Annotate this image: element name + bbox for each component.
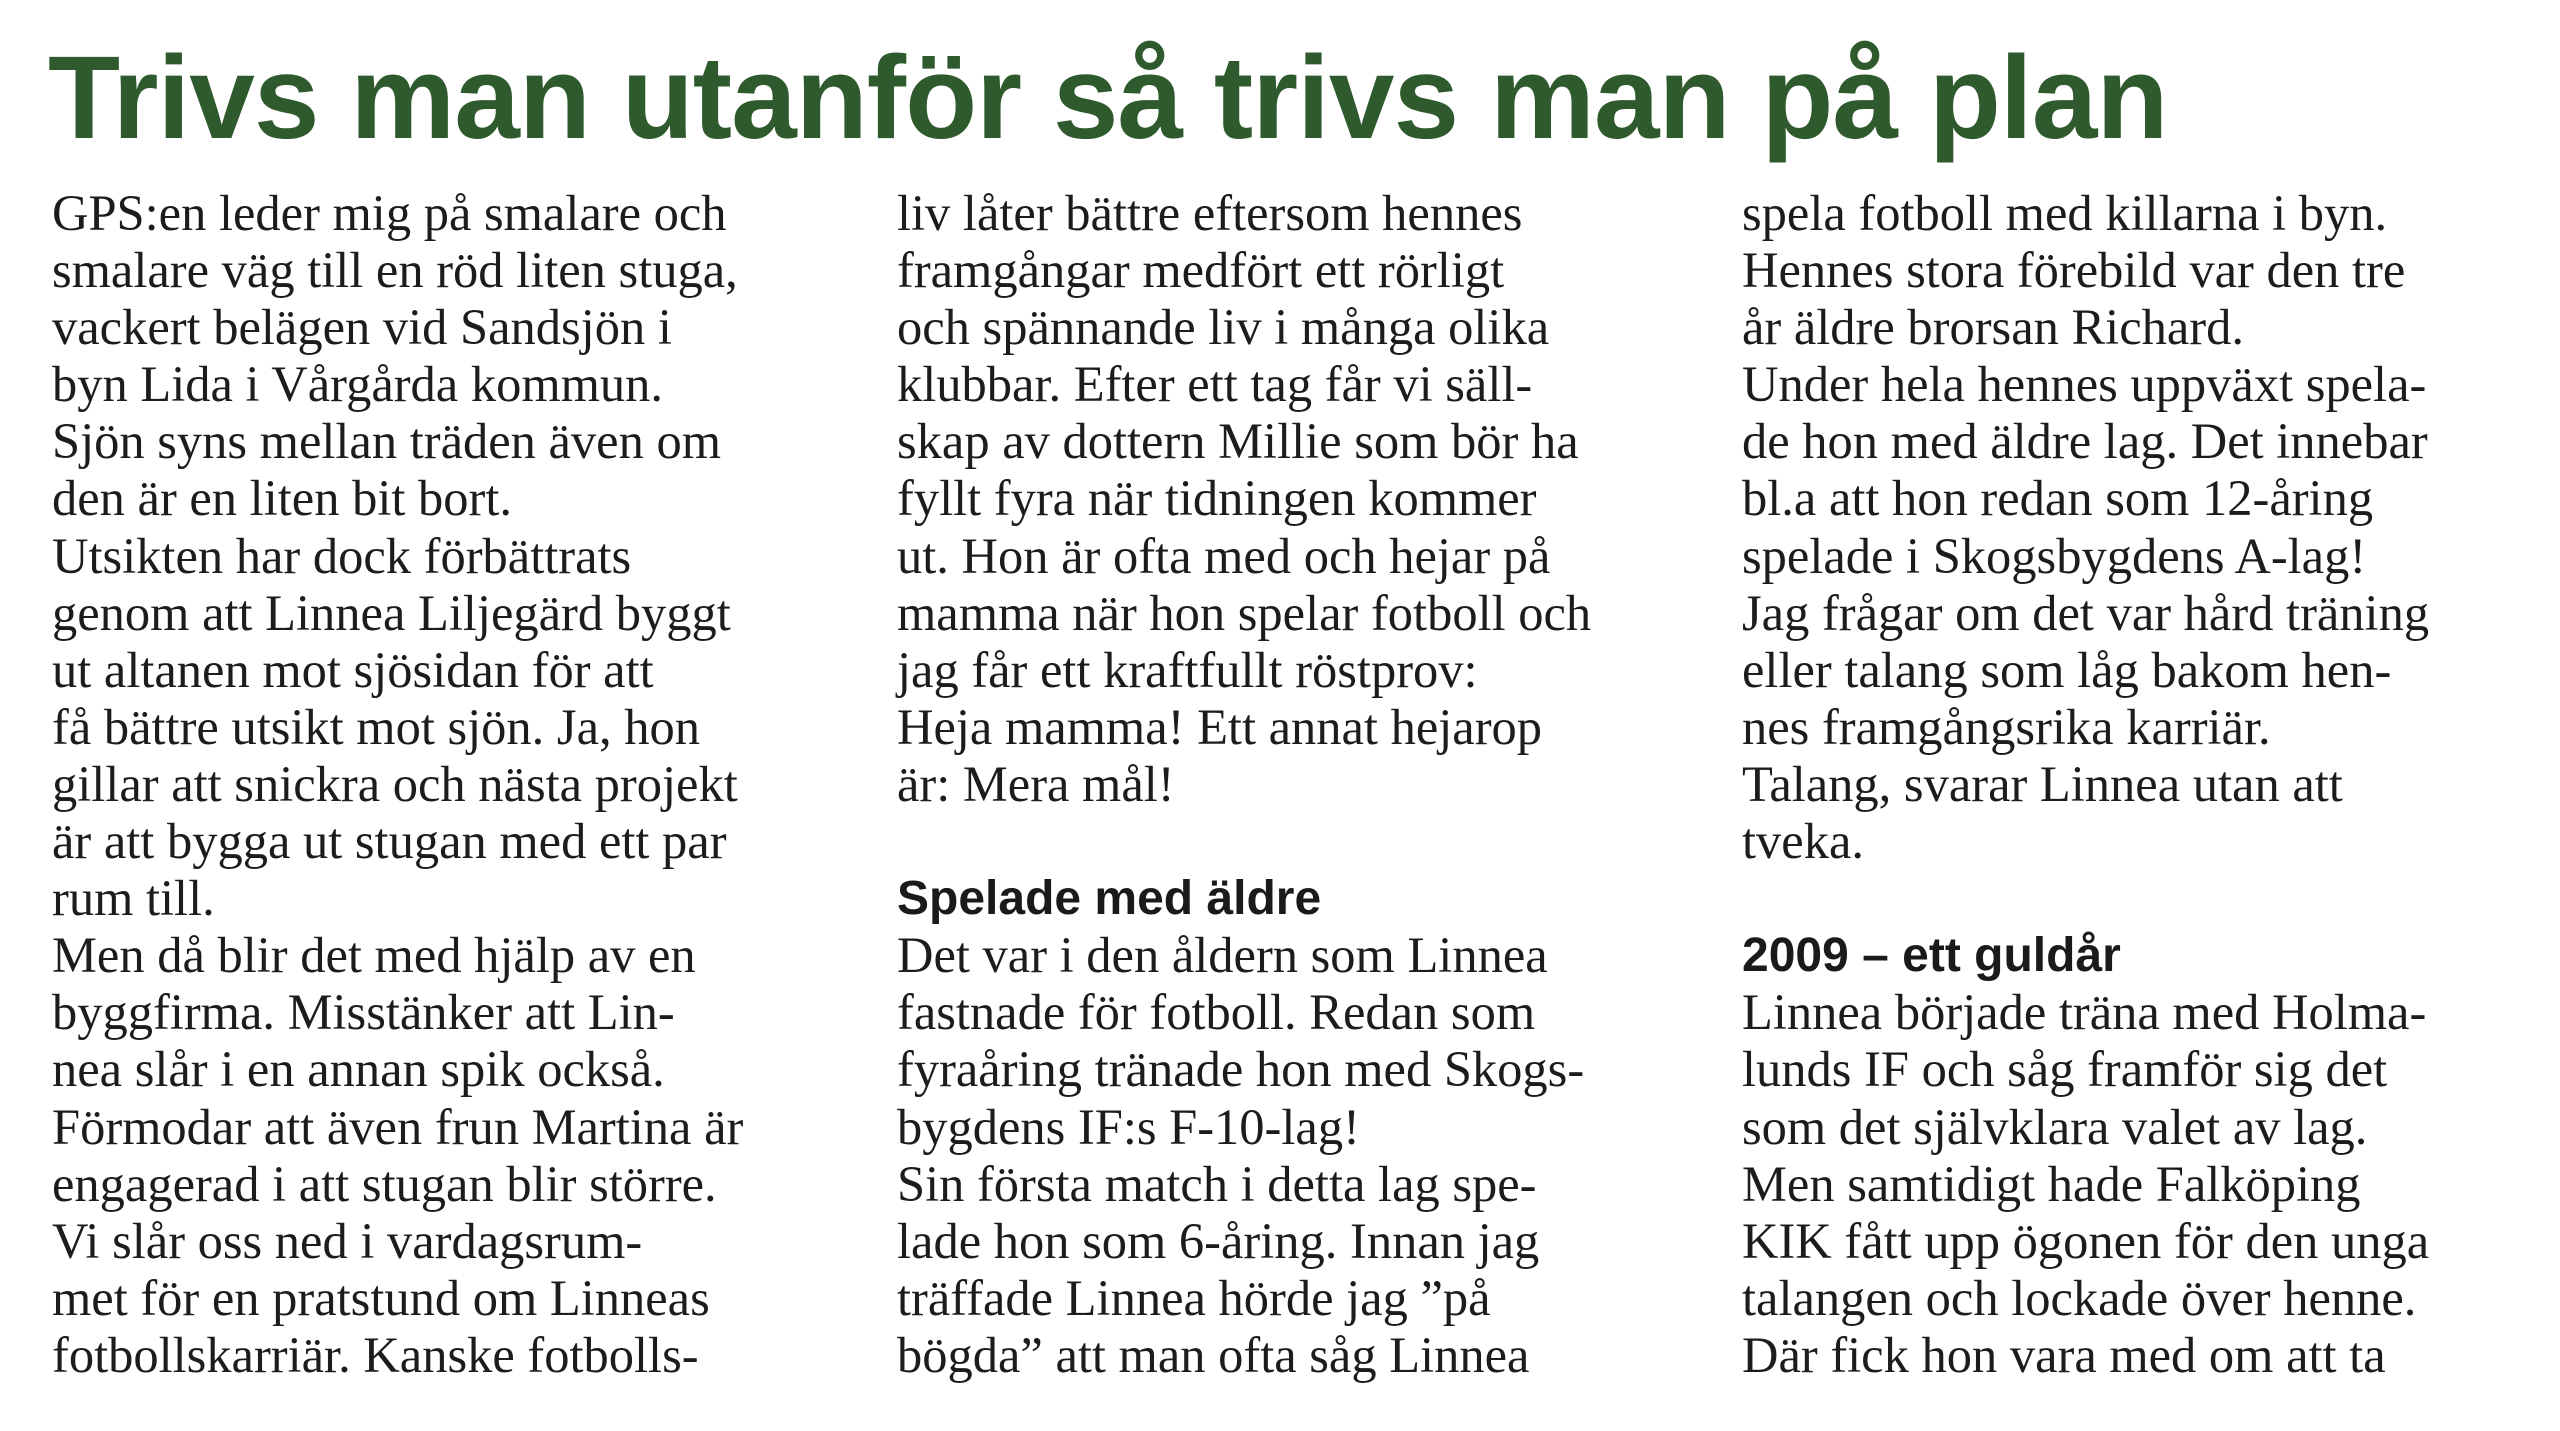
article-column-1 [52, 185, 743, 1384]
body-text-line: Det var i den åldern som Linnea [897, 927, 1548, 984]
body-text-line: eller talang som låg bakom hen- [1742, 641, 2392, 698]
body-text-line: nes framgångsrika karriär. [1742, 698, 2271, 755]
body-text-line: mamma när hon spelar fotboll och [897, 584, 1592, 641]
body-text-line: Men då blir det med hjälp av en [52, 927, 696, 984]
body-text-line: byn Lida i Vårgårda kommun. [52, 356, 664, 413]
paragraph-spacer [1742, 870, 2429, 927]
body-text-line: spela fotboll med killarna i byn. [1742, 185, 2388, 241]
body-text-line: bygdens IF:s F-10-lag! [897, 1098, 1360, 1155]
body-text-line: Hennes stora förebild var den tre [1742, 242, 2406, 299]
body-text-line: framgångar medfört ett rörligt [897, 242, 1505, 299]
body-text-line: är att bygga ut stugan med ett par [52, 813, 727, 870]
body-text-line: Linnea började träna med Holma- [1742, 984, 2427, 1041]
body-text-line: lunds IF och såg framför sig det [1742, 1041, 2388, 1098]
body-text-line: fotbollskarriär. Kanske fotbolls- [52, 1326, 699, 1383]
paragraph-spacer [897, 813, 1591, 870]
body-text-line: rum till. [52, 870, 215, 927]
article-column-3 [1742, 185, 2429, 1384]
body-text-line: är: Mera mål! [897, 755, 1175, 812]
body-text-line: KIK fått upp ögonen för den unga [1742, 1212, 2430, 1269]
body-text-line: jag får ett kraftfullt röstprov: [897, 641, 1478, 698]
body-text-line: gillar att snickra och nästa projekt [52, 755, 738, 812]
body-text-line: de hon med äldre lag. Det innebar [1742, 413, 2428, 470]
article-headline: Trivs man utanför så trivs man på plan [48, 32, 2168, 164]
body-text-line: smalare väg till en röd liten stuga, [52, 242, 738, 299]
body-text-line: talangen och lockade över henne. [1742, 1269, 2417, 1326]
body-text-line: Men samtidigt hade Falköping [1742, 1155, 2361, 1212]
section-subheading: 2009 – ett guldår [1742, 929, 2121, 983]
body-text-line: Sin första match i detta lag spe- [897, 1155, 1537, 1212]
body-text-line: nea slår i en annan spik också. [52, 1041, 665, 1098]
body-text-line: lade hon som 6-åring. Innan jag [897, 1212, 1540, 1269]
body-text-line: vackert belägen vid Sandsjön i [52, 299, 672, 356]
body-text-line: Talang, svarar Linnea utan att [1742, 755, 2343, 812]
body-text-line: Vi slår oss ned i vardagsrum- [52, 1212, 643, 1269]
body-text-line: Förmodar att även frun Martina är [52, 1098, 744, 1155]
body-text-line: byggfirma. Misstänker att Lin- [52, 984, 675, 1041]
body-text-line: met för en pratstund om Linneas [52, 1269, 710, 1326]
body-text-line: få bättre utsikt mot sjön. Ja, hon [52, 698, 700, 755]
body-text-line: träffade Linnea hörde jag ”på [897, 1269, 1491, 1326]
body-text-line: och spännande liv i många olika [897, 299, 1550, 356]
body-text-line: fyraåring tränade hon med Skogs- [897, 1041, 1585, 1098]
body-text-line: Heja mamma! Ett annat hejarop [897, 698, 1543, 755]
body-text-line: fastnade för fotboll. Redan som [897, 984, 1536, 1041]
body-text-line: ut. Hon är ofta med och hejar på [897, 527, 1551, 584]
body-text-line: GPS:en leder mig på smalare och [52, 185, 727, 241]
body-text-line: Där fick hon vara med om att ta [1742, 1326, 2386, 1383]
body-text-line: år äldre brorsan Richard. [1742, 299, 2244, 356]
body-text-line: Jag frågar om det var hård träning [1742, 584, 2430, 641]
body-text-line: Under hela hennes uppväxt spela- [1742, 356, 2427, 413]
body-text-line: bögda” att man ofta såg Linnea [897, 1326, 1530, 1383]
body-text-line: ut altanen mot sjösidan för att [52, 641, 654, 698]
body-text-line: tveka. [1742, 813, 1864, 870]
body-text-line: skap av dottern Millie som bör ha [897, 413, 1579, 470]
body-text-line: Utsikten har dock förbättrats [52, 527, 632, 584]
body-text-line: Sjön syns mellan träden även om [52, 413, 722, 470]
body-text-line: liv låter bättre eftersom hennes [897, 185, 1523, 241]
body-text-line: genom att Linnea Liljegärd byggt [52, 584, 731, 641]
body-text-line: engagerad i att stugan blir större. [52, 1155, 717, 1212]
body-text-line: klubbar. Efter ett tag får vi säll- [897, 356, 1533, 413]
body-text-line: som det självklara valet av lag. [1742, 1098, 2368, 1155]
section-subheading: Spelade med äldre [897, 872, 1322, 926]
body-text-line: spelade i Skogsbygdens A-lag! [1742, 527, 2367, 584]
body-text-line: bl.a att hon redan som 12-åring [1742, 470, 2374, 527]
article-column-2 [897, 185, 1591, 1384]
body-text-line: fyllt fyra när tidningen kommer [897, 470, 1537, 527]
body-text-line: den är en liten bit bort. [52, 470, 512, 527]
